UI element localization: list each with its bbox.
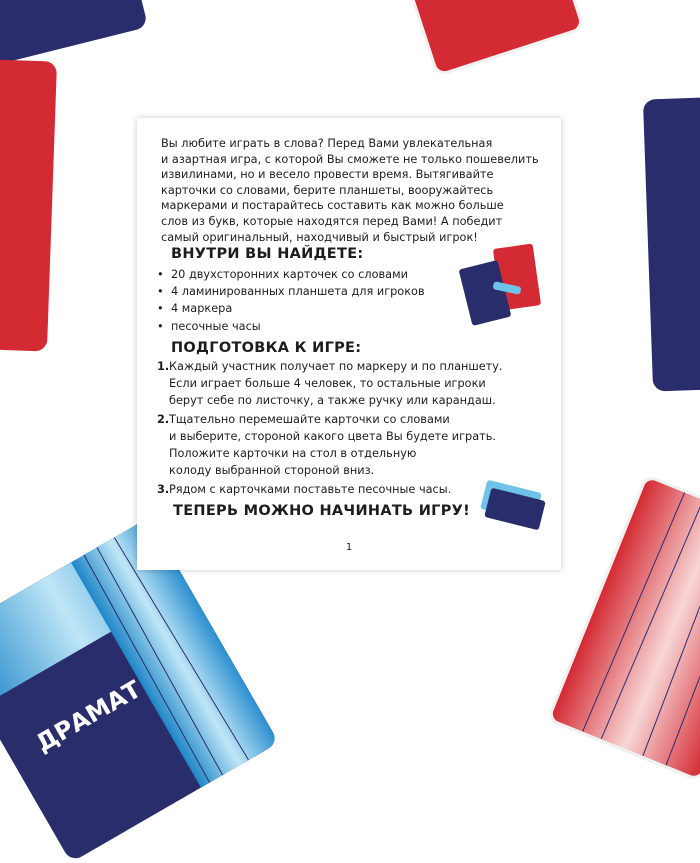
step-1 xyxy=(157,358,503,409)
list-item: • 20 двухсторонних карточек со словами xyxy=(157,266,425,283)
step-line: и выберите, стороной какого цвета Вы будете играть. xyxy=(169,430,496,443)
intro-text xyxy=(161,136,547,245)
contents-list xyxy=(157,266,425,335)
list-item: • 4 маркера xyxy=(157,300,425,317)
step-line: Положите карточки на стол в отдельную xyxy=(169,447,417,460)
card-left xyxy=(0,58,57,351)
step-line: колоду выбранной стороной вниз. xyxy=(169,464,375,477)
red-curtain-graphic xyxy=(550,477,700,778)
card-bottom-right xyxy=(546,474,700,783)
intro-line: извилинами, но и весело провести время. Вытягивайте xyxy=(161,168,494,182)
page-number: 1 xyxy=(345,542,353,553)
step-number: 1. xyxy=(157,360,170,373)
step-number: 3. xyxy=(157,483,170,496)
intro-line: слов из букв, которые находятся перед Вами! А победит xyxy=(161,214,503,228)
corner-card-word: ДРАМАТ xyxy=(31,675,146,758)
step-3 xyxy=(157,481,503,498)
contents-heading: ВНУТРИ ВЫ НАЙДЕТЕ: xyxy=(171,246,364,262)
intro-line: самый оригинальный, находчивый и быстрый игрок! xyxy=(161,230,478,244)
list-item: • песочные часы xyxy=(157,318,425,335)
card-right xyxy=(643,97,700,392)
step-line: берут себе по листочку, а также ручку или карандаш. xyxy=(169,394,496,407)
list-item: • 4 ламинированных планшета для игроков xyxy=(157,283,425,300)
final-heading: ТЕПЕРЬ МОЖНО НАЧИНАТЬ ИГРУ! xyxy=(173,503,471,519)
step-line: Рядом с карточками поставьте песочные часы. xyxy=(169,483,452,496)
intro-line: Вы любите играть в слова? Перед Вами увлекательная xyxy=(161,137,493,150)
step-line: Если играет больше 4 человек, то остальные игроки xyxy=(169,377,486,390)
intro-line: маркерами и постарайтесь составить как можно больше xyxy=(161,199,504,213)
step-number: 2. xyxy=(157,413,170,426)
cards-illustration xyxy=(457,246,547,326)
step-2 xyxy=(157,411,503,479)
preparation-heading: ПОДГОТОВКА К ИГРЕ: xyxy=(171,340,362,356)
rules-sheet xyxy=(137,118,561,570)
preparation-steps xyxy=(157,358,503,500)
intro-line: карточки со словами, берите планшеты, вооружайтесь xyxy=(161,183,494,197)
card-illustration-small xyxy=(479,480,549,530)
step-line: Тщательно перемешайте карточки со словами xyxy=(169,413,450,426)
card-top-right xyxy=(401,0,585,77)
step-line: Каждый участник получает по маркеру и по планшету. xyxy=(169,360,503,373)
intro-line: и азартная игра, с которой Вы сможете не только пошевелить xyxy=(161,152,539,166)
